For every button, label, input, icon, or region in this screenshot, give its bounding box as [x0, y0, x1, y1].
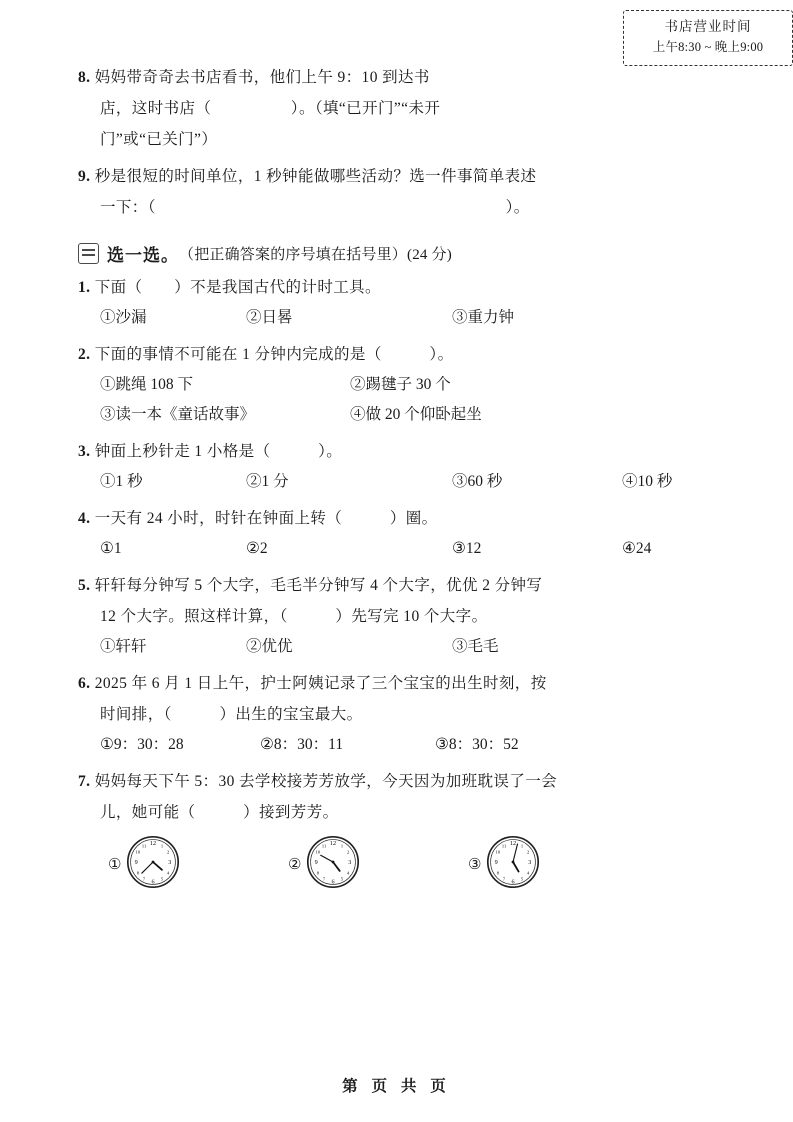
clock-option-2[interactable]: [288, 834, 468, 895]
question-4-option-2[interactable]: ②2: [246, 540, 268, 557]
question-8-line-1: [78, 62, 723, 93]
question-2-number: 2.: [78, 346, 91, 363]
svg-text:1: 1: [341, 843, 344, 849]
question-3-text: 钟面上秒针走 1 小格是（ ）。: [94, 443, 343, 460]
question-9: [78, 161, 723, 223]
question-5-text-1: 轩轩每分钟写 5 个大字，毛毛半分钟写 4 个大字，优优 2 分钟写: [94, 577, 543, 594]
svg-text:8: 8: [317, 870, 320, 876]
question-4-text: 一天有 24 小时，时针在钟面上转（ ）圈。: [94, 510, 438, 527]
section-subtitle: （把正确答案的序号填在括号里）(24 分): [179, 247, 452, 263]
question-2-stem: [78, 339, 723, 370]
question-6-number: 6.: [78, 675, 91, 692]
question-1-option-3[interactable]: ③重力钟: [452, 309, 515, 326]
question-2-text: 下面的事情不可能在 1 分钟内完成的是（ ）。: [94, 346, 454, 363]
section-header-choice: [78, 241, 723, 266]
svg-text:12: 12: [150, 841, 157, 848]
svg-text:9: 9: [135, 860, 139, 867]
svg-text:2: 2: [167, 849, 170, 855]
svg-text:1: 1: [161, 843, 164, 849]
svg-text:8: 8: [137, 870, 140, 876]
svg-text:6: 6: [151, 879, 155, 886]
svg-text:3: 3: [348, 860, 352, 867]
svg-text:4: 4: [347, 870, 350, 876]
question-3-options: [78, 467, 723, 497]
section-title: 选一选。: [107, 246, 179, 265]
question-9-number: 9.: [78, 168, 91, 185]
question-1: [78, 272, 723, 333]
question-2-options-row-2: [78, 400, 723, 430]
question-5-option-1[interactable]: ①轩轩: [100, 638, 147, 655]
question-7-text-1: 妈妈每天下午 5：30 去学校接芳芳放学，今天因为加班耽误了一会: [94, 773, 558, 790]
list-icon: [78, 243, 99, 264]
question-3-option-4[interactable]: ④10 秒: [622, 473, 673, 490]
question-3-option-3[interactable]: ③60 秒: [452, 473, 503, 490]
question-1-stem: [78, 272, 723, 303]
svg-text:11: 11: [142, 843, 147, 849]
store-hours-value: 上午8:30 ~ 晚上9:00: [652, 40, 764, 54]
question-5-number: 5.: [78, 577, 91, 594]
question-6-line-2: 时间排，（ ）出生的宝宝最大。: [100, 706, 363, 723]
question-1-number: 1.: [78, 279, 91, 296]
question-3: [78, 436, 723, 497]
question-6-text-1: 2025 年 6 月 1 日上午，护士阿姨记录了三个宝宝的出生时刻，按: [94, 675, 547, 692]
question-1-text: 下面（ ）不是我国古代的计时工具。: [94, 279, 381, 296]
question-2: [78, 339, 723, 430]
question-9-line-2: 一下：（ ）。: [100, 199, 530, 216]
svg-text:8: 8: [497, 870, 500, 876]
question-5-line-2: 12 个大字。照这样计算，（ ）先写完 10 个大字。: [100, 608, 488, 625]
question-6-option-3[interactable]: ③8：30：52: [435, 736, 519, 753]
svg-text:10: 10: [496, 849, 501, 855]
clock-face-1: [125, 834, 181, 895]
question-5-options: [78, 632, 723, 662]
svg-text:3: 3: [168, 860, 172, 867]
svg-text:7: 7: [143, 876, 146, 882]
question-4-option-1[interactable]: ①1: [100, 540, 122, 557]
svg-text:6: 6: [331, 879, 335, 886]
question-8-number: 8.: [78, 69, 91, 86]
question-1-options: [78, 303, 723, 333]
question-5-option-3[interactable]: ③毛毛: [452, 638, 499, 655]
svg-text:3: 3: [528, 860, 532, 867]
question-8-line-2: 店，这时书店（ ）。（填“已开门”“未开: [100, 100, 441, 117]
svg-text:5: 5: [341, 876, 344, 882]
question-1-option-1[interactable]: ①沙漏: [100, 309, 147, 326]
svg-text:12: 12: [510, 841, 517, 848]
svg-text:12: 12: [330, 841, 337, 848]
question-7-number: 7.: [78, 773, 91, 790]
clock-face-2: [305, 834, 361, 895]
question-4: [78, 503, 723, 564]
clock-face-3: [485, 834, 541, 895]
svg-text:9: 9: [495, 860, 499, 867]
question-4-option-4[interactable]: ④24: [622, 540, 652, 557]
svg-text:11: 11: [322, 843, 327, 849]
svg-text:7: 7: [503, 876, 506, 882]
question-7-line-2: 儿，她可能（ ）接到芳芳。: [100, 804, 339, 821]
svg-text:5: 5: [521, 876, 524, 882]
svg-text:10: 10: [316, 849, 321, 855]
svg-text:11: 11: [502, 843, 507, 849]
store-hours-box: [623, 10, 793, 66]
store-hours-title: 书店营业时间: [664, 19, 752, 34]
question-6-options: [78, 730, 723, 760]
svg-text:4: 4: [527, 870, 530, 876]
clock-option-3[interactable]: [468, 834, 648, 895]
svg-text:7: 7: [323, 876, 326, 882]
svg-text:10: 10: [136, 849, 141, 855]
svg-text:2: 2: [527, 849, 530, 855]
question-6: [78, 668, 723, 760]
question-7: [78, 766, 723, 895]
question-6-line-1: [78, 668, 723, 699]
question-8-text-1: 妈妈带奇奇去书店看书，他们上午 9：10 到达书: [94, 69, 430, 86]
question-4-number: 4.: [78, 510, 91, 527]
clock-option-3-label: ③: [468, 857, 482, 873]
question-4-options: [78, 534, 723, 564]
question-9-line-1: [78, 161, 723, 192]
question-3-stem: [78, 436, 723, 467]
page-footer: 第 页 共 页: [342, 1078, 451, 1095]
question-9-text-1: 秒是很短的时间单位，1 秒钟能做哪些活动？选一件事简单表述: [94, 168, 537, 185]
svg-text:4: 4: [167, 870, 170, 876]
question-5-option-2[interactable]: ②优优: [246, 638, 293, 655]
question-5: [78, 570, 723, 662]
svg-text:9: 9: [315, 860, 319, 867]
question-4-option-3[interactable]: ③12: [452, 540, 482, 557]
svg-text:6: 6: [511, 879, 515, 886]
question-2-option-4[interactable]: ④做 20 个仰卧起坐: [350, 406, 482, 423]
question-4-stem: [78, 503, 723, 534]
question-6-option-2[interactable]: ②8：30：11: [260, 736, 344, 753]
question-5-line-1: [78, 570, 723, 601]
question-6-option-1[interactable]: ①9：30：28: [100, 736, 184, 753]
question-2-option-2[interactable]: ②踢毽子 30 个: [350, 376, 451, 393]
question-3-option-2[interactable]: ②1 分: [246, 473, 289, 490]
clock-option-1[interactable]: [108, 834, 288, 895]
question-7-line-1: [78, 766, 723, 797]
question-2-options-row-1: [78, 370, 723, 400]
svg-text:2: 2: [347, 849, 350, 855]
question-7-clock-options: [78, 834, 723, 895]
question-8: [78, 62, 723, 155]
question-8-line-3: 门”或“已关门”）: [100, 131, 218, 148]
clock-option-2-label: ②: [288, 857, 302, 873]
svg-text:1: 1: [521, 843, 524, 849]
question-1-option-2[interactable]: ②日晷: [246, 309, 293, 326]
clock-option-1-label: ①: [108, 857, 122, 873]
question-3-option-1[interactable]: ①1 秒: [100, 473, 143, 490]
question-2-option-1[interactable]: ①跳绳 108 下: [100, 376, 194, 393]
question-2-option-3[interactable]: ③读一本《童话故事》: [100, 406, 256, 423]
question-3-number: 3.: [78, 443, 91, 460]
svg-text:5: 5: [161, 876, 164, 882]
